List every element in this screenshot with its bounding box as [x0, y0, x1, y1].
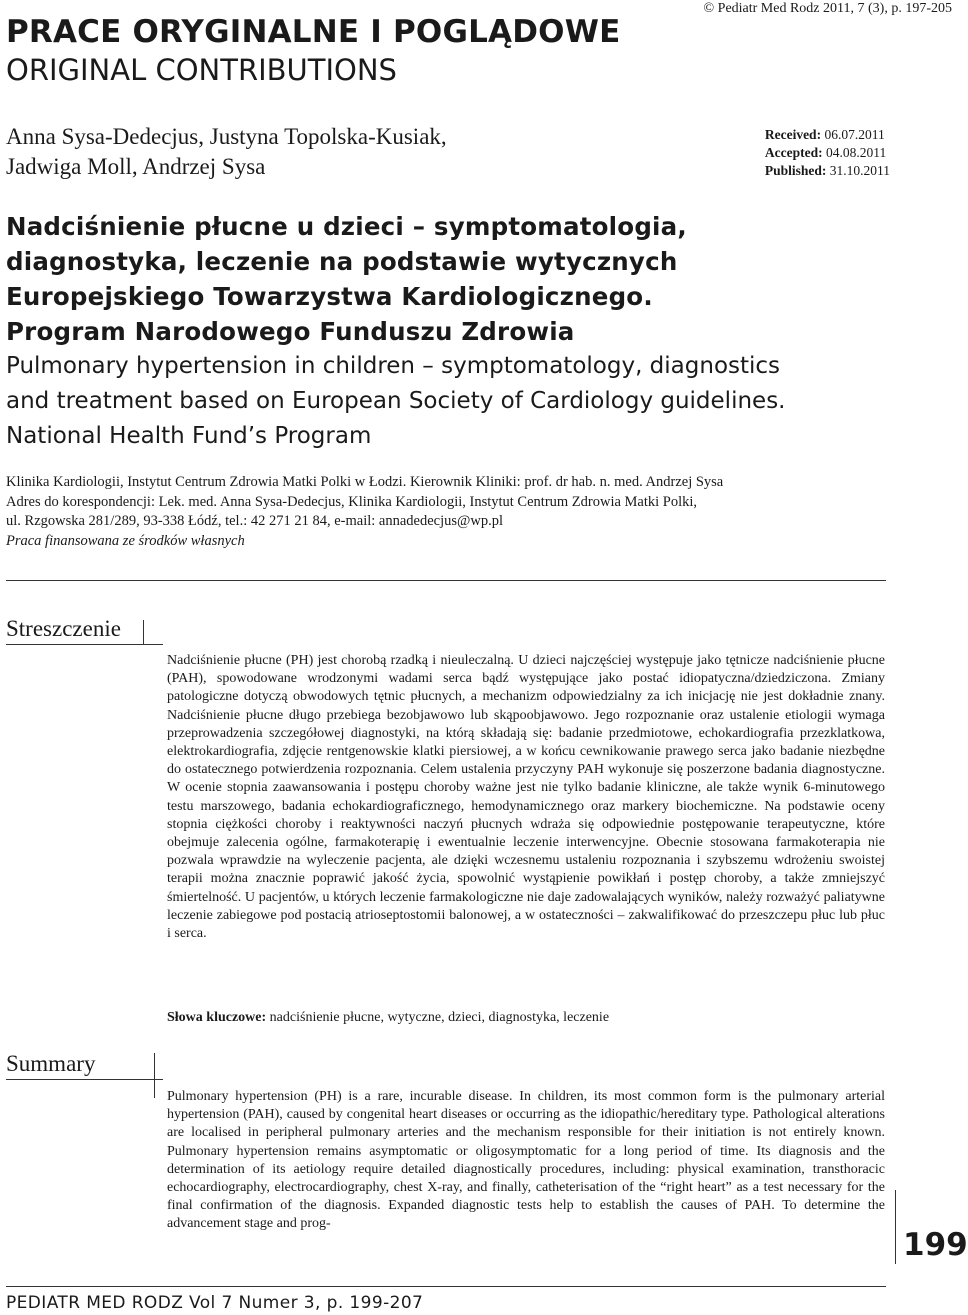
bracket-line [143, 620, 144, 645]
title-pl-line: Nadciśnienie płucne u dzieci – symptomatologia, [6, 212, 687, 241]
title-en-line: National Health Fund’s Program [6, 423, 372, 449]
section-title-pl: PRACE ORYGINALNE I POGLĄDOWE [6, 14, 621, 50]
summary-text: Pulmonary hypertension (PH) is a rare, incurable disease. In children, its most common form is the pulmonary arterial hypertension (PAH), caused by congenital heart diseases or occurring as the idiopathic/hereditary type. Pathological alterations are localised in peripheral pulmonary arteries and the mechanism responsible for their initiation is not entirely known. Pulmonary hypertension remains asymptomatic or oligosymptomatic for a long period of time. Its diagnosis and the determination of its aetiology require detailed diagnostically procedures, including: physical examination, transthoracic echocardiography, electrocardiography, chest X-ray, and finally, catheterisation of the “right heart” as a test necessary for the final confirmation of the diagnosis. Expanded diagnostic tests help to establish the causes of PAH. To determine the advancement stage and prog- [167, 1089, 885, 1232]
bracket-line [6, 644, 163, 645]
affiliation-line: Adres do korespondencji: Lek. med. Anna Sysa-Dedecjus, Klinika Kardiologii, Instytut Centrum Zdrowia Matki Polki, [6, 493, 698, 510]
published-date: Published: 31.10.2011 [764, 163, 890, 178]
title-en-line: and treatment based on European Society of Cardiology guidelines. [6, 388, 786, 414]
accepted-date: Accepted: 04.08.2011 [764, 145, 887, 160]
authors [6, 122, 447, 182]
authors-line-2: Jadwiga Moll, Andrzej Sysa [6, 154, 266, 179]
funding-note: Praca finansowana ze środków własnych [6, 532, 245, 549]
bracket-line [154, 1053, 155, 1098]
section-title-en: ORIGINAL CONTRIBUTIONS [6, 53, 397, 87]
streszczenie-text: Nadciśnienie płucne (PH) jest chorobą rzadką i nieuleczalną. U dzieci najczęściej występuje jako tętnicze nadciśnienie płucne (PAH), spowodowane wrodzonymi wadami serca bądź występujące jako postać idiopatyczna/dziedziczona. Zmiany patologiczne dotyczą obwodowych tętnic płucnych, a mechanizm odpowiedzialny za ich inicjację nie jest dokładnie znany. Nadciśnienie płucne długo przebiega bezobjawowo lub skąpoobjawowo. Jego rozpoznanie oraz ustalenie etiologii wymaga przeprowadzenia szczegółowej diagnostyki, na którą składają się: badanie przedmiotowe, echokardiografia przezklatkowa, elektrokardiografia, zdjęcie rentgenowskie klatki piersiowej, a w końcu cewnikowanie prawego serca jako badanie niezbędne do ostatecznego potwierdzenia rozpoznania. Celem ustalenia przyczyny PAH wykonuje się poszerzone badania diagnostyczne. W ocenie stopnia zaawansowania i postępu choroby ważne jest nie tylko badanie kliniczne, ale także wynik 6-minutowego testu marszowego, badania echokardiograficznego, hemodynamicznego oraz markery biochemiczne. Na podstawie oceny stopnia ciężkości choroby i reaktywności naczyń płucnych wdraża się odpowiednie postępowanie terapeutyczne, które obejmuje zalecenia ogólne, farmakoterapię i ewentualnie leczenie interwencyjne. Obecnie stosowana farmakoterapia nie pozwala wprawdzie na wyleczenie pacjenta, ale dzięki wczesnemu ustaleniu rozpoznania i szybszemu wdrożeniu swoistej terapii można znacznie poprawić jakość życia, spowolnić wystąpienie powikłań i postęp choroby, a także zmniejszyć śmiertelność. U pacjentów, u których leczenie farmakologiczne nie daje zadowalających wyników, należy rozważyć paliatywne leczenie zabiegowe pod postacią atrioseptostomii balonowej, a w ostateczności – zakwalifikować do przeszczepu płuc lub płuc i serca. [167, 653, 885, 942]
bracket-line [6, 1079, 163, 1080]
received-date: Received: 06.07.2011 [764, 127, 885, 142]
article-dates [765, 126, 890, 180]
affiliation [6, 473, 946, 551]
keywords-label: Słowa kluczowe: [167, 1010, 267, 1025]
title-pl-line: diagnostyka, leczenie na podstawie wytycznych [6, 247, 678, 276]
page-marker-line [895, 1190, 896, 1264]
divider [6, 580, 886, 581]
title-en-line: Pulmonary hypertension in children – symptomatology, diagnostics [6, 353, 781, 379]
affiliation-line: Klinika Kardiologii, Instytut Centrum Zdrowia Matki Polki w Łodzi. Kierownik Kliniki: prof. dr hab. n. med. Andrzej Sysa [6, 474, 724, 490]
title-pl-line: Europejskiego Towarzystwa Kardiologicznego. [6, 282, 653, 311]
page-number: 199 [903, 1227, 968, 1263]
journal-citation: © Pediatr Med Rodz 2011, 7 (3), p. 197-205 [703, 1, 952, 16]
footer-rule [6, 1286, 886, 1287]
keywords [167, 1009, 609, 1027]
streszczenie-heading: Streszczenie [6, 616, 121, 641]
footer: PEDIATR MED RODZ Vol 7 Numer 3, p. 199-207 [6, 1293, 424, 1313]
summary-heading: Summary [6, 1051, 96, 1076]
article-title [6, 209, 951, 454]
title-pl-line: Program Narodowego Funduszu Zdrowia [6, 317, 575, 346]
authors-line-1: Anna Sysa-Dedecjus, Justyna Topolska-Kusiak, [6, 124, 447, 149]
keywords-list: nadciśnienie płucne, wytyczne, dzieci, diagnostyka, leczenie [269, 1010, 610, 1025]
affiliation-line: ul. Rzgowska 281/289, 93-338 Łódź, tel.: 42 271 21 84, e-mail: annadedecjus@wp.pl [6, 513, 504, 529]
